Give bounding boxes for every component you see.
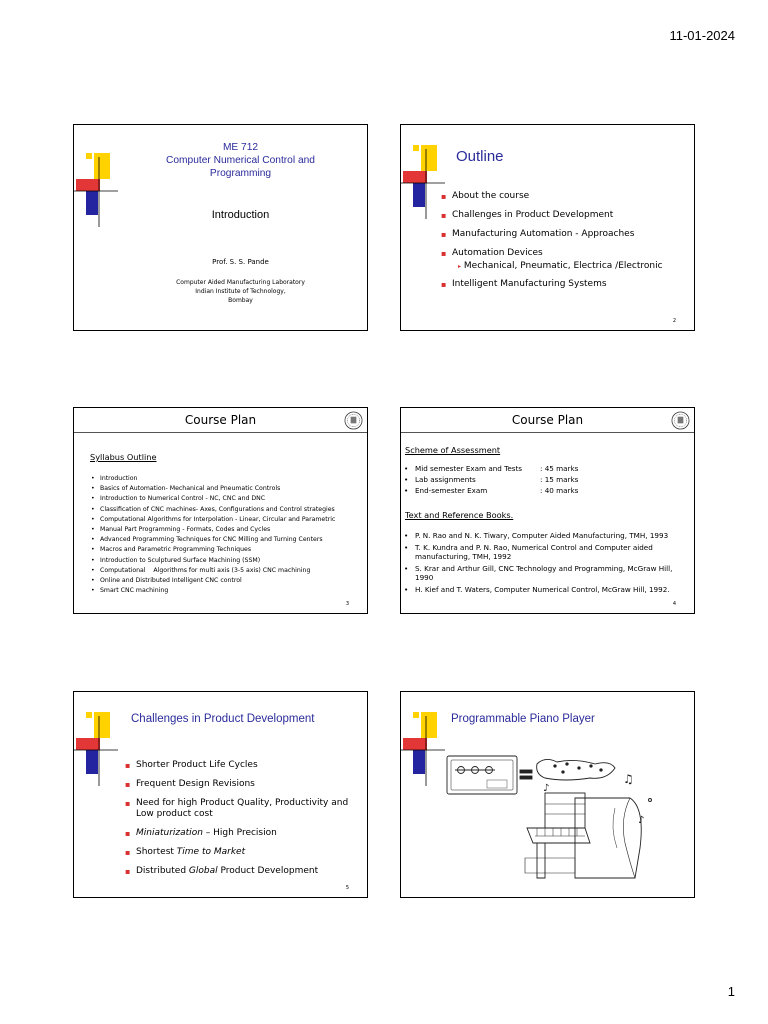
list-item: • S. Krar and Arthur Gill, CNC Technology and Programming, McGraw Hill, 1990 [403, 564, 685, 582]
outline-list [441, 191, 691, 263]
slide-4 [400, 407, 695, 614]
author: Prof. S. S. Pande [212, 258, 269, 266]
slide-number: 2 [672, 318, 676, 324]
challenges-list [125, 760, 350, 885]
affiliation-line1: Computer Aided Manufacturing Laboratory [176, 279, 305, 286]
outline-item: ▪ Manufacturing Automation - Approaches [441, 229, 691, 240]
slide-2 [400, 124, 695, 331]
list-item: ▪ Need for high Product Quality, Productivity and Low product cost [125, 798, 350, 820]
list-item: ▪ Frequent Design Revisions [125, 779, 350, 790]
list-item: • Computational Algorithms for Interpolation - Linear, Circular and Parametric [90, 515, 335, 525]
svg-text:♪: ♪ [543, 783, 550, 794]
assessment-row: • Mid semester Exam and Tests : 45 marks [403, 464, 683, 473]
svg-text:♪: ♪ [638, 815, 645, 826]
assessment-list [403, 464, 683, 497]
affiliation-line2: Indian Institute of Technology, [195, 288, 286, 295]
slide6-title: Programmable Piano Player [451, 713, 595, 725]
assessment-heading: Scheme of Assessment [405, 445, 501, 455]
course-title-line1: Computer Numerical Control and [166, 155, 315, 166]
list-item: • Introduction to Sculptured Surface Machining (SSM) [90, 556, 335, 566]
list-item: • Smart CNC machining [90, 586, 335, 596]
slide-decoration-icon [74, 153, 119, 228]
list-item: • P. N. Rao and N. K. Tiwary, Computer Aided Manufacturing, TMH, 1993 [403, 531, 685, 540]
list-item: • Classification of CNC machines- Axes, Configurations and Control strategies [90, 505, 335, 515]
list-item: • Manual Part Programming - Formats, Codes and Cycles [90, 525, 335, 535]
list-item: • Introduction to Numerical Control - NC, CNC and DNC [90, 494, 335, 504]
slide-3 [73, 407, 368, 614]
list-item: ▪ Distributed Global Product Development [125, 866, 350, 877]
slide-6 [400, 691, 695, 898]
list-item: • Online and Distributed Intelligent CNC control [90, 576, 335, 586]
print-date: 11-01-2024 [669, 28, 735, 43]
slide-5 [73, 691, 368, 898]
institute-emblem-icon [671, 411, 690, 430]
slide4-header: Course Plan [401, 408, 694, 433]
list-item: • Basics of Automation- Mechanical and Pneumatic Controls [90, 484, 335, 494]
list-item: • T. K. Kundra and P. N. Rao, Numerical Control and Computer aided manufacturing, TMH, 1992 [403, 543, 685, 561]
slide-number: 5 [345, 885, 349, 891]
outline-item: ▪ Intelligent Manufacturing Systems [441, 279, 691, 290]
course-title-line2: Programming [209, 168, 272, 179]
slide2-title: Outline [456, 148, 504, 165]
slide-number: 4 [672, 601, 676, 607]
list-item: • Advanced Programming Techniques for CNC Milling and Turning Centers [90, 535, 335, 545]
assessment-row: • Lab assignments : 15 marks [403, 475, 683, 484]
list-item: ▪ Miniaturization – High Precision [125, 828, 350, 839]
slide1-subtitle: Introduction [211, 209, 270, 221]
page-number: 1 [727, 984, 735, 999]
piano-player-illustration-icon [445, 748, 660, 883]
slide5-title: Challenges in Product Development [131, 713, 315, 725]
svg-text:♫: ♫ [623, 772, 634, 786]
syllabus-list [90, 474, 335, 596]
affiliation-line3: Bombay [228, 297, 253, 304]
outline-item: ▪ Automation Devices [441, 248, 691, 259]
outline-item: ▪ About the course [441, 191, 691, 202]
institute-emblem-icon [344, 411, 363, 430]
list-item: • H. Kief and T. Waters, Computer Numerical Control, McGraw Hill, 1992. [403, 585, 685, 594]
course-code: ME 712 [222, 142, 259, 153]
list-item: • Macros and Parametric Programming Techniques [90, 545, 335, 555]
slide-decoration-icon [401, 712, 446, 787]
slide-decoration-icon [401, 145, 446, 220]
slide-number: 3 [345, 601, 349, 607]
books-list [403, 531, 685, 597]
list-item: ▪ Shorter Product Life Cycles [125, 760, 350, 771]
outline-subitem: ▸ Mechanical, Pneumatic, Electrica /Electronic [458, 261, 663, 271]
list-item: • Introduction [90, 474, 335, 484]
list-item: • Computational Algorithms for multi axis (3-5 axis) CNC machining [90, 566, 335, 576]
syllabus-heading: Syllabus Outline [90, 452, 157, 462]
slide3-header: Course Plan [74, 408, 367, 433]
slide-decoration-icon [74, 712, 119, 787]
outline-item: ▪ Challenges in Product Development [441, 210, 691, 221]
slide-1 [73, 124, 368, 331]
list-item: ▪ Shortest Time to Market [125, 847, 350, 858]
books-heading: Text and Reference Books. [405, 510, 514, 520]
assessment-row: • End-semester Exam : 40 marks [403, 486, 683, 495]
